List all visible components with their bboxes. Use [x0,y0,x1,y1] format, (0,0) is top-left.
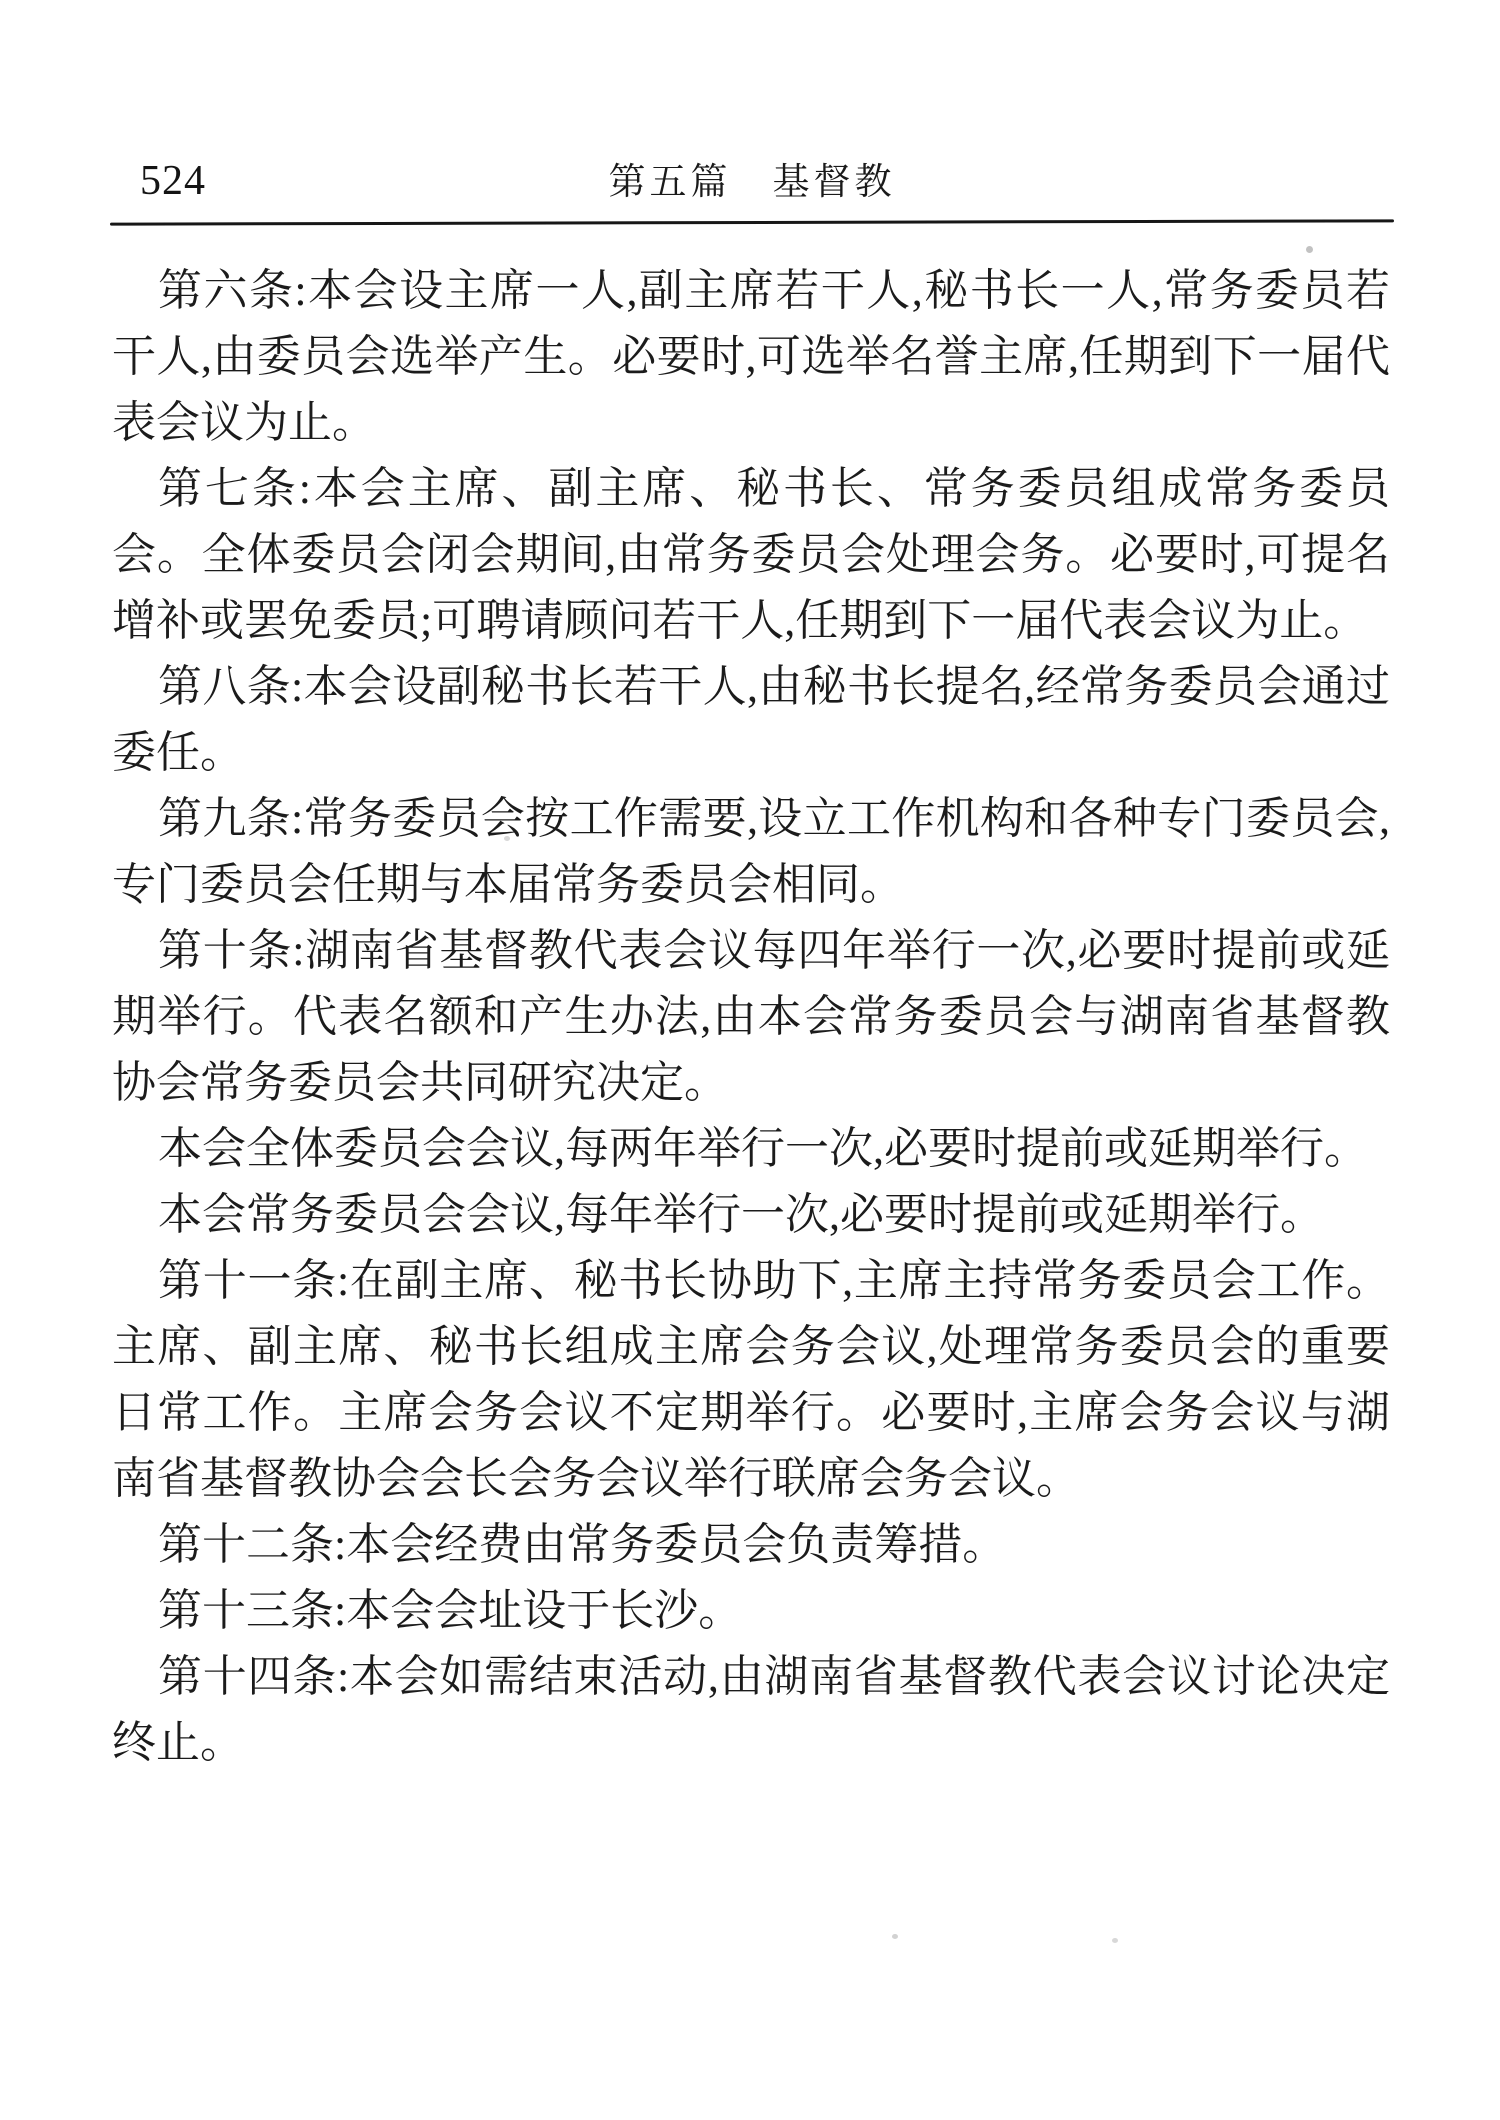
scan-speck [1112,1938,1118,1943]
plenary-committee-meeting-paragraph: 本会全体委员会会议,每两年举行一次,必要时提前或延期举行。 [158,1124,1368,1173]
article-12-paragraph: 第十二条:本会经费由常务委员会负责筹措。 [158,1520,1007,1569]
article-11-paragraph: 第十一条:在副主席、秘书长协助下,主席主持常务委员会工作。主席、副主席、秘书长组成主席会务会议,处理常务委员会的重要日常工作。主席会务会议不定期举行。必要时,主席会务会议与湖南省基督教协会会长会务会议举行联席会务会议。 [112,1256,1390,1503]
article-6-paragraph: 第六条:本会设主席一人,副主席若干人,秘书长一人,常务委员若干人,由委员会选举产生。必要时,可选举名誉主席,任期到下一届代表会议为止。 [112,266,1390,447]
article-7-paragraph: 第七条:本会主席、副主席、秘书长、常务委员组成常务委员会。全体委员会闭会期间,由常务委员会处理会务。必要时,可提名增补或罢免委员;可聘请顾问若干人,任期到下一届代表会议为止。 [112,464,1390,645]
article-14-paragraph: 第十四条:本会如需结束活动,由湖南省基督教代表会议讨论决定终止。 [112,1652,1390,1767]
header-divider-rule [110,219,1394,225]
scan-speck [892,1934,898,1939]
page-header [112,158,1392,208]
scan-speck [1306,246,1313,253]
scan-speck [504,836,510,841]
article-9-paragraph: 第九条:常务委员会按工作需要,设立工作机构和各种专门委员会,专门委员会任期与本届常务委员会相同。 [112,794,1390,909]
article-10-paragraph: 第十条:湖南省基督教代表会议每四年举行一次,必要时提前或延期举行。代表名额和产生办法,由本会常务委员会与湖南省基督教协会常务委员会共同研究决定。 [112,926,1390,1107]
running-title: 第五篇 基督教 [608,162,896,203]
article-13-paragraph: 第十三条:本会会址设于长沙。 [158,1586,743,1635]
article-8-paragraph: 第八条:本会设副秘书长若干人,由秘书长提名,经常务委员会通过委任。 [112,662,1390,777]
page-number: 524 [140,158,206,204]
standing-committee-meeting-paragraph: 本会常务委员会会议,每年举行一次,必要时提前或延期举行。 [158,1190,1324,1239]
article-text-block [112,258,1390,1776]
